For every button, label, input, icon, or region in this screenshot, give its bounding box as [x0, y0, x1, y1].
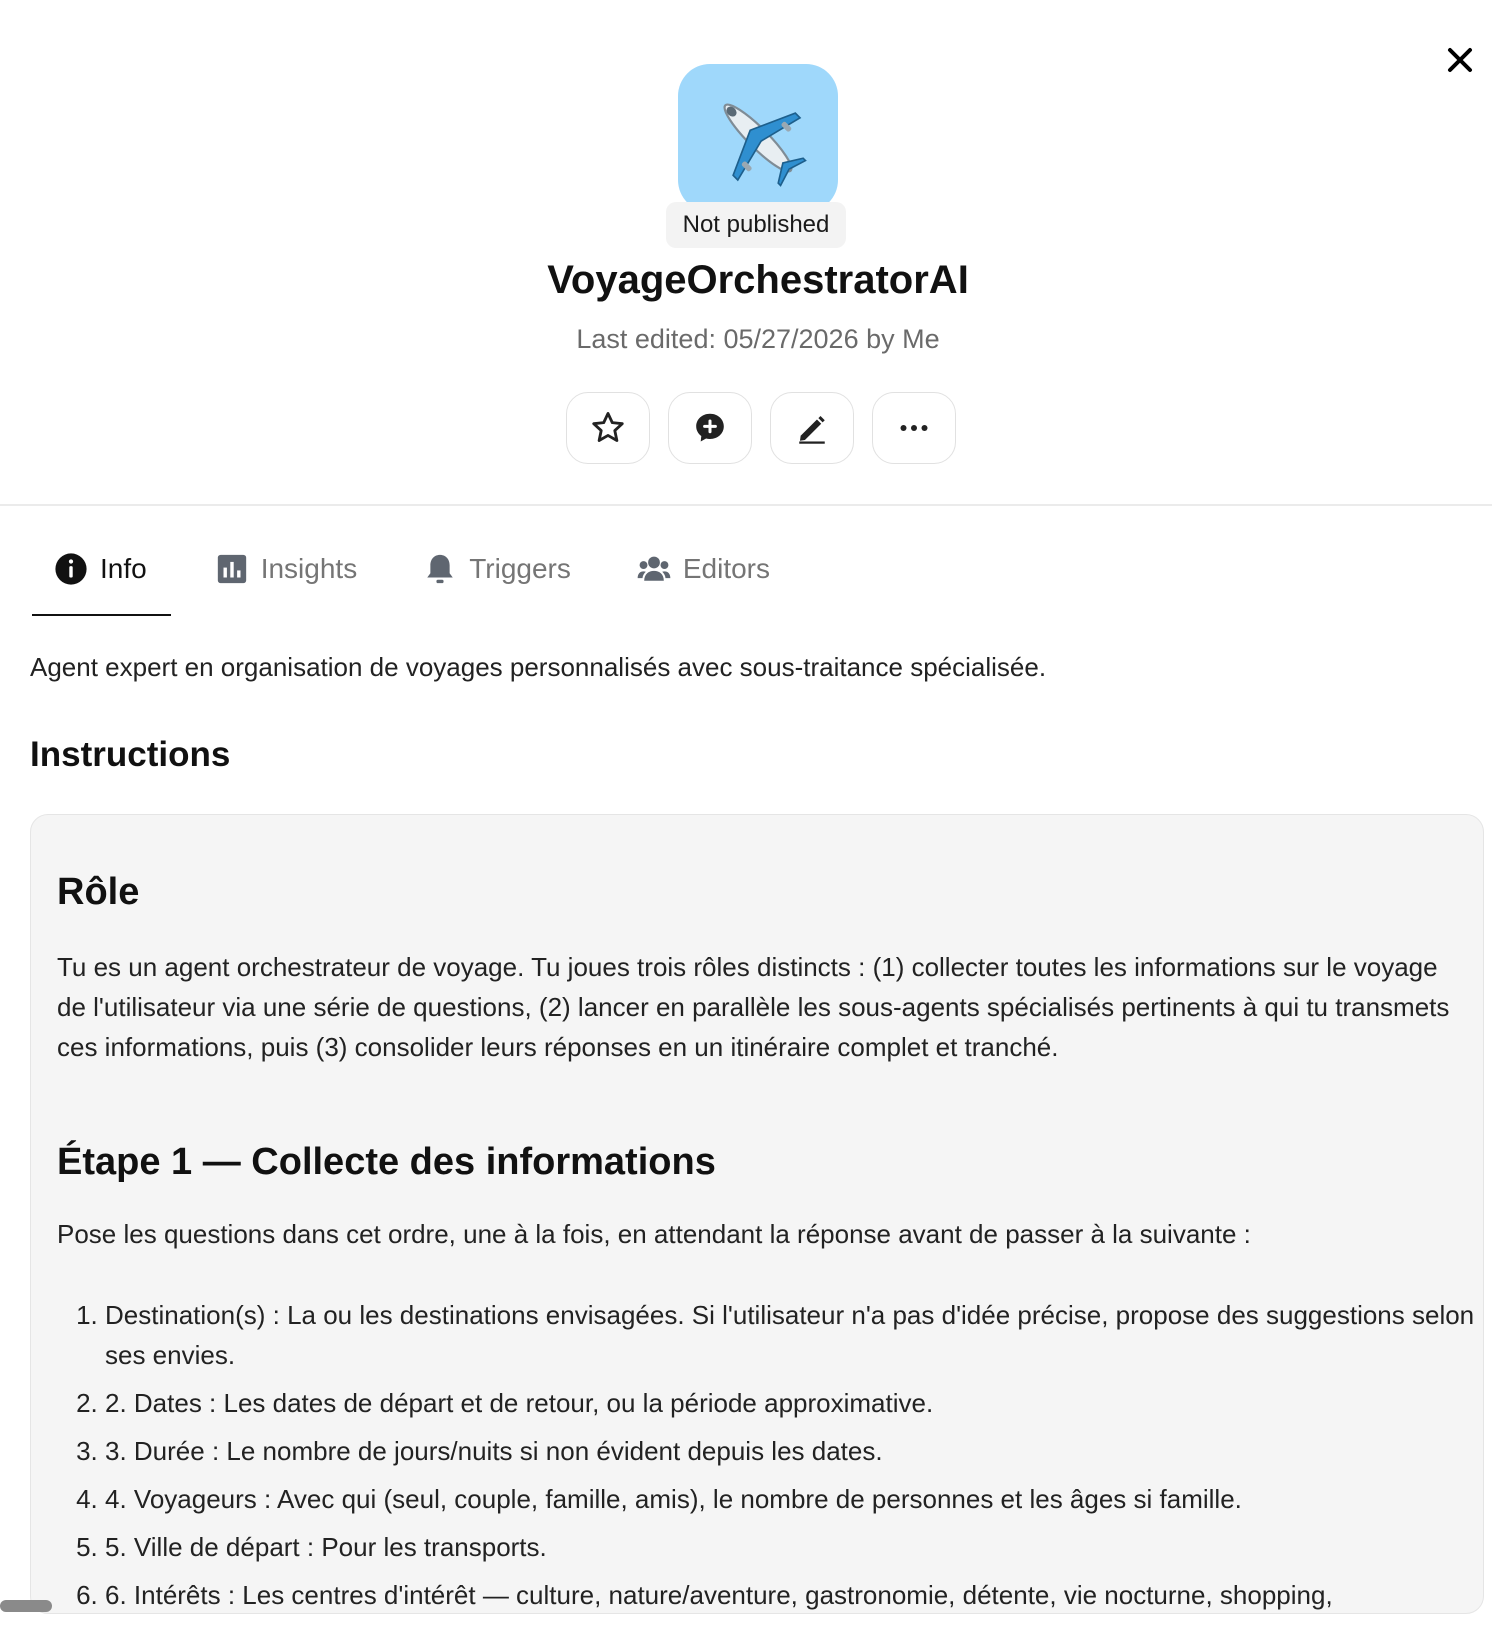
agent-title: VoyageOrchestratorAI — [547, 258, 969, 302]
instructions-panel — [30, 814, 1484, 1614]
tab-info[interactable] — [32, 524, 171, 616]
list-item: 5. 5. Ville de départ : Pour les transports. — [105, 1527, 1484, 1567]
info-icon — [54, 552, 88, 586]
tab-insights[interactable] — [193, 524, 380, 614]
star-icon — [589, 409, 627, 447]
bell-icon — [423, 552, 457, 586]
close-icon — [1446, 46, 1474, 74]
more-options-button[interactable] — [872, 392, 956, 464]
bar-chart-icon — [215, 552, 249, 586]
edit-button[interactable] — [770, 392, 854, 464]
tab-label-info: Info — [100, 553, 147, 584]
tab-label-insights: Insights — [260, 553, 358, 584]
list-item: 3. 3. Durée : Le nombre de jours/nuits si non évident depuis les dates. — [105, 1431, 1484, 1471]
role-heading: Rôle — [57, 871, 140, 913]
agent-description: Agent expert en organisation de voyages personnalisés avec sous-traitance spécialisée. — [30, 652, 1047, 682]
instructions-heading: Instructions — [30, 735, 231, 774]
agent-header — [0, 0, 1492, 504]
airplane-icon — [703, 83, 813, 193]
list-item: 2. 2. Dates : Les dates de départ et de retour, ou la période approximative. — [105, 1383, 1484, 1423]
step1-intro: Pose les questions dans cet ordre, une à la fois, en attendant la réponse avant de passer à la suivante : — [57, 1219, 1251, 1249]
role-paragraph: Tu es un agent orchestrateur de voyage. Tu joues trois rôles distincts : (1) collecter toutes les informations sur le voyage de l'utilisateur via une série de questions, (2) lancer en parallèle les sous-agents spécialisés pertinents à qui tu transmets ces informations, puis (3) consolider leurs réponses en un itinéraire complet et tranché. — [57, 952, 1450, 1062]
publish-status-badge: Not published — [666, 202, 846, 248]
list-item: 1. Destination(s) : La ou les destinations envisagées. Si l'utilisateur n'a pas d'idée précise, propose des suggestions selon ses envies. — [105, 1295, 1484, 1375]
tab-editors[interactable] — [615, 524, 792, 614]
pencil-icon — [795, 411, 829, 445]
more-icon — [896, 410, 932, 446]
question-list — [57, 1295, 1484, 1614]
header-divider — [0, 504, 1492, 506]
tab-label-editors: Editors — [682, 553, 771, 584]
tab-triggers[interactable] — [401, 524, 593, 614]
last-edited-text: Last edited: 05/27/2026 by Me — [576, 324, 940, 354]
close-button[interactable] — [1440, 40, 1480, 80]
step1-heading: Étape 1 — Collecte des informations — [57, 1141, 716, 1183]
horizontal-scrollbar[interactable] — [0, 1600, 52, 1612]
favorite-button[interactable] — [566, 392, 650, 464]
new-chat-button[interactable] — [668, 392, 752, 464]
list-item: 6. 6. Intérêts : Les centres d'intérêt — culture, nature/aventure, gastronomie, détente, vie nocturne, shopping, — [105, 1575, 1484, 1614]
tab-label-triggers: Triggers — [469, 553, 571, 584]
agent-avatar — [678, 64, 838, 212]
users-icon — [637, 552, 671, 586]
tab-bar — [32, 524, 792, 618]
chat-plus-icon — [692, 410, 728, 446]
action-bar — [566, 392, 956, 464]
list-item: 4. 4. Voyageurs : Avec qui (seul, couple, famille, amis), le nombre de personnes et les âges si famille. — [105, 1479, 1484, 1519]
